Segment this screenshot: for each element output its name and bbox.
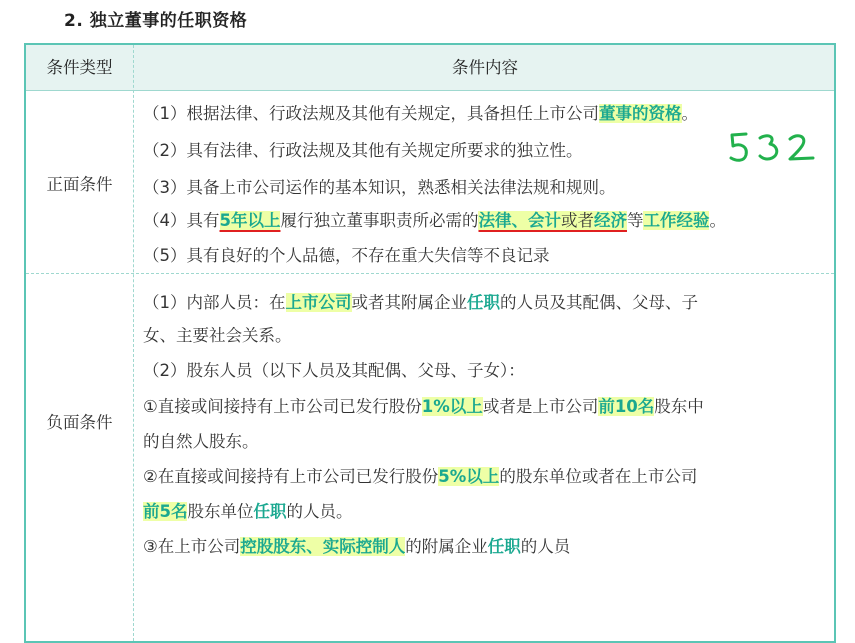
negative-item-2c: ③在上市公司控股股东、实际控制人的附属企业任职的人员 — [143, 537, 571, 556]
positive-item-1: （1）根据法律、行政法规及其他有关规定，具备担任上市公司董事的资格。 — [143, 104, 698, 123]
negative-item-2b-cont: 前5名股东单位任职的人员。 — [143, 502, 353, 521]
negative-item-1-cont: 女、主要社会关系。 — [143, 326, 292, 345]
header-condition-content: 条件内容 — [452, 58, 518, 77]
negative-item-1: （1）内部人员：在上市公司或者其附属企业任职的人员及其配偶、父母、子 — [143, 293, 698, 312]
negative-item-2b: ②在直接或间接持有上市公司已发行股份5%以上的股东单位或者在上市公司 — [143, 467, 698, 486]
negative-item-2: （2）股东人员（以下人员及其配偶、父母、子女）： — [143, 361, 525, 380]
header-condition-type: 条件类型 — [46, 58, 113, 77]
handwritten-digit-3 — [760, 136, 777, 159]
section-heading: 2. 独立董事的任职资格 — [64, 11, 248, 31]
positive-item-5: （5）具有良好的个人品德，不存在重大失信等不良记录 — [143, 246, 550, 265]
positive-item-3: （3）具备上市公司运作的基本知识，熟悉相关法律法规和规则。 — [143, 178, 616, 197]
negative-item-2a-cont: 的自然人股东。 — [143, 432, 259, 451]
positive-item-2: （2）具有法律、行政法规及其他有关规定所要求的独立性。 — [143, 141, 583, 160]
positive-item-4: （4）具有5年以上履行独立董事职责所必需的法律、会计或者经济等工作经验。 — [143, 211, 726, 230]
qualification-table — [24, 43, 836, 643]
row-divider — [26, 273, 834, 274]
handwritten-annotation — [728, 128, 828, 168]
negative-item-2a: ①直接或间接持有上市公司已发行股份1%以上或者是上市公司前10名股东中 — [143, 397, 704, 416]
column-divider — [133, 45, 134, 641]
handwritten-digit-5 — [731, 134, 746, 160]
handwritten-digit-2 — [790, 136, 813, 159]
positive-conditions-label: 正面条件 — [46, 175, 113, 194]
negative-conditions-label: 负面条件 — [46, 413, 113, 432]
